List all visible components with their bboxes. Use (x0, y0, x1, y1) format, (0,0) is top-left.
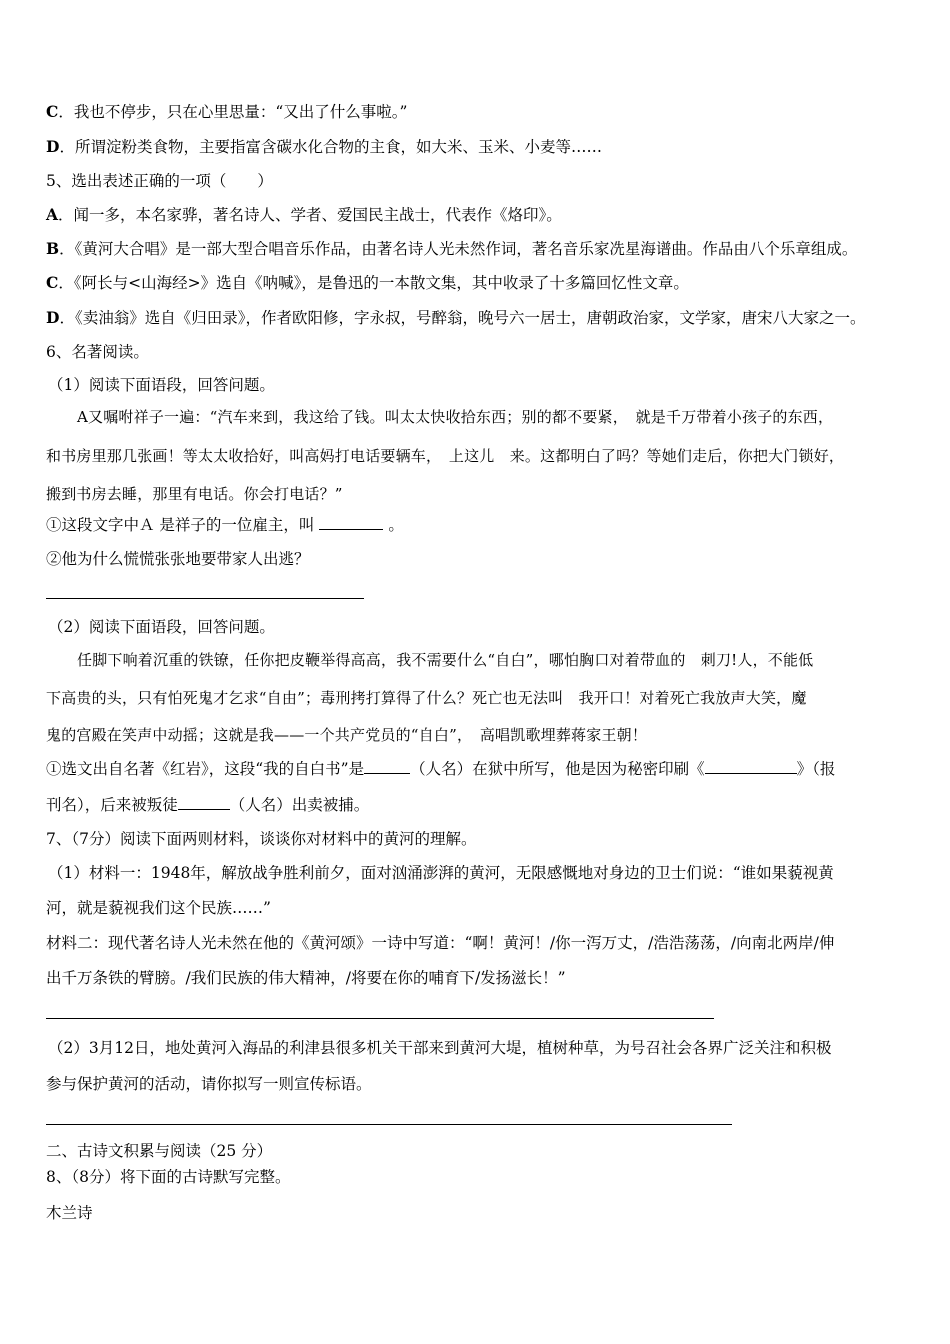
q7-material1-line1: （1）材料一：1948年，解放战争胜利前夕，面对汹涌澎湃的黄河，无限感慨地对身边的卫士们说：“谁如果藐视黄 (48, 864, 834, 882)
q4-option-c: C．我也不停步，只在心里思量：“又出了什么事啦。” (46, 102, 408, 121)
q7-material2-line1: 材料二：现代著名诗人光未然在他的《黄河颂》一诗中写道：“啊！黄河！/你一泻万丈，/浩浩荡荡，/向南北两岸/伸 (46, 934, 835, 952)
q6-part1-passage-line2: 和书房里那几张画！等太太收拾好，叫高妈打电话要辆车， 上这儿 来。这都明白了吗？等她们走后，你把大门锁好， (46, 447, 845, 465)
q6-part2-passage-line1: 任脚下响着沉重的铁镣，任你把皮鞭举得高高，我不需要什么“自白”，哪怕胸口对着带血的 刺刀!人，不能低 (77, 651, 814, 669)
q5-stem: 5、选出表述正确的一项（ ） (46, 172, 273, 190)
answer-line[interactable] (46, 1018, 714, 1019)
poem-title: 木兰诗 (46, 1204, 93, 1222)
q6-part1-question2: ②他为什么慌慌张张地要带家人出逃？ (46, 550, 310, 568)
q6-part2-question1-line1: ①选文出自名著《红岩》，这段“我的自白书”是 （人名）在狱中所写，他是因为秘密印刷《 》（报 (46, 760, 836, 778)
answer-line[interactable] (46, 1124, 732, 1125)
q6-stem: 6、名著阅读。 (46, 343, 149, 361)
q5-option-b: B．《黄河大合唱》是一部大型合唱音乐作品，由著名诗人光未然作词，著名音乐家冼星海谱曲。作品由八个乐章组成。 (46, 239, 858, 258)
q6-part2-heading: （2）阅读下面语段，回答问题。 (48, 618, 275, 636)
answer-blank[interactable] (178, 795, 230, 810)
q6-part1-passage-line3: 搬到书房去睡，那里有电话。你会打电话？” (46, 485, 343, 503)
answer-blank[interactable] (705, 759, 797, 774)
answer-blank[interactable] (319, 515, 383, 530)
answer-line[interactable] (46, 598, 364, 599)
q6-part2-question1-line2: 刊名），后来被叛徒 （人名）出卖被捕。 (46, 796, 370, 814)
q7-material1-line2: 河，就是藐视我们这个民族……” (46, 899, 271, 917)
q5-option-c: C．《阿长与<山海经>》选自《呐喊》，是鲁迅的一本散文集，其中收录了十多篇回忆性文章。 (46, 273, 689, 292)
q6-part1-question1: ①这段文字中Ａ 是祥子的一位雇主，叫 。 (46, 516, 404, 534)
q6-part2-passage-line3: 鬼的宫殿在笑声中动摇；这就是我——一个共产党员的“自白”， 高唱凯歌埋葬蒋家王朝！ (46, 726, 648, 744)
q5-option-d: D．《卖油翁》选自《归田录》，作者欧阳修，字永叔，号醉翁，晚号六一居士，唐朝政治家，文学家，唐宋八大家之一。 (46, 308, 866, 327)
q4-option-d: D．所谓淀粉类食物，主要指富含碳水化合物的主食，如大米、玉米、小麦等…… (46, 137, 602, 156)
section2-heading: 二、古诗文积累与阅读（25 分） (46, 1142, 273, 1160)
q6-part2-passage-line2: 下高贵的头，只有怕死鬼才乞求“自由”；毒刑拷打算得了什么？死亡也无法叫 我开口！对着死亡我放声大笑，魔 (46, 689, 807, 707)
q7-material2-line2: 出千万条铁的臂膀。/我们民族的伟大精神，/将要在你的哺育下/发扬滋长！” (46, 969, 566, 987)
q5-option-a: A．闻一多，本名家骅，著名诗人、学者、爱国民主战士，代表作《烙印》。 (46, 205, 562, 224)
q7-part2-line1: （2）3月12日，地处黄河入海品的利津县很多机关干部来到黄河大堤，植树种草，为号召社会各界广泛关注和积极 (48, 1039, 832, 1057)
q7-stem: 7、（7分）阅读下面两则材料，谈谈你对材料中的黄河的理解。 (46, 830, 477, 848)
q8-stem: 8、（8分）将下面的古诗默写完整。 (46, 1168, 291, 1186)
q7-part2-line2: 参与保护黄河的活动，请你拟写一则宣传标语。 (46, 1075, 372, 1093)
q6-part1-heading: （1）阅读下面语段，回答问题。 (48, 376, 275, 394)
q6-part1-passage-line1: A又嘱咐祥子一遍：“汽车来到，我这给了钱。叫太太快收拾东西；别的都不要紧， 就是千万带着小孩子的东西， (77, 408, 834, 426)
answer-blank[interactable] (364, 759, 410, 774)
